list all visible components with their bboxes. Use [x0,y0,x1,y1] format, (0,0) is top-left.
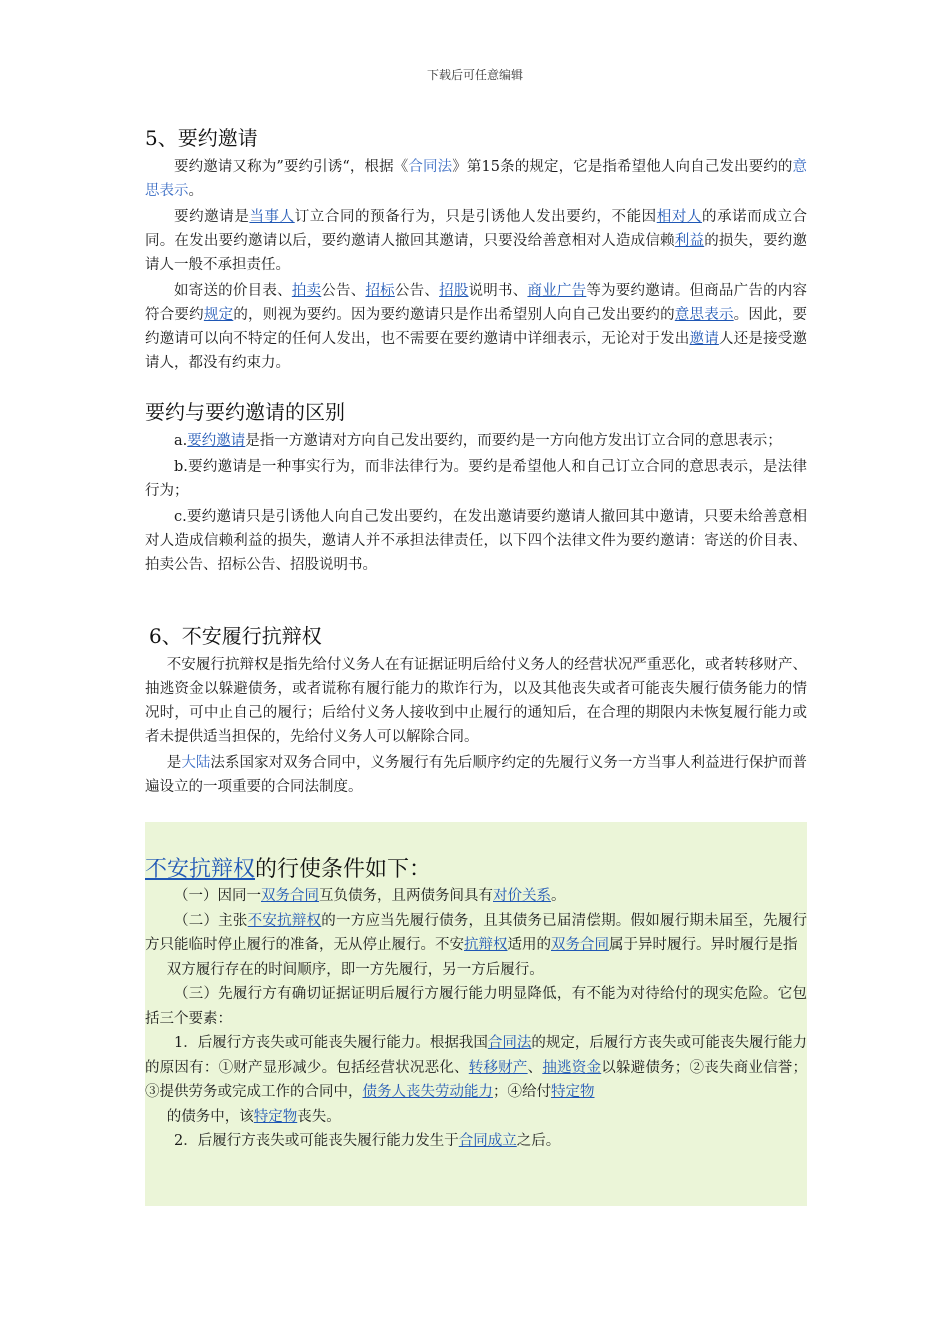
link-invitation[interactable]: 邀请 [689,331,719,347]
link-transfer-property[interactable]: 转移财产 [468,1059,528,1076]
link-counterparty[interactable]: 相对人 [656,209,703,225]
link-specific-item[interactable]: 特定物 [551,1084,595,1100]
link-debtor-incapacity[interactable]: 债务人丧失劳动能力 [362,1084,493,1100]
link-insecurity-defense[interactable]: 不安抗辩权 [247,912,322,929]
condition-1: （一）因同一双务合同互负债务，且两债务间具有对价关系。 [174,888,566,904]
paragraph: 不安履行抗辩权是指先给付义务人在有证据证明后给付义务人的经营状况严重恶化，或者转移财产、抽逃资金以躲避债务，或者谎称有履行能力的欺诈行为，以及其他丧失或者可能丧失履行债务能力的情况时，可中止自己的履行；后给付义务人接收到中止履行的通知后，在合理的期限内未恢复履行能力或者未提供适当担保的，先给付义务人可以解除合同。 [145,657,807,745]
link-regulation[interactable]: 规定 [203,307,234,323]
condition-2: （二）主张不安抗辩权的一方应当先履行债务，且其债务已届清偿期。假如履行期未届至，先履行方只能临时停止履行的准备，无从停止履行。不安抗辩权适用的双务合同属于异时履行。异时履行是指 [145,912,808,953]
link-contract-formation[interactable]: 合同成立 [458,1133,517,1149]
element-2: 2．后履行方丧失或可能丧失履行能力发生于合同成立之后。 [174,1133,561,1149]
page-header: 下载后可任意编辑 [426,68,523,82]
section-title: 5、要约邀请 [145,126,258,150]
link-continental[interactable]: 大陆 [181,755,211,771]
link-auction[interactable]: 拍卖 [291,283,322,299]
link-party[interactable]: 当事人 [249,209,295,225]
section-offer-invitation [145,122,807,375]
conditions-title: 不安抗辩权的行使条件如下： [145,857,432,882]
paragraph: 如寄送的价目表、拍卖公告、招标公告、招股说明书、商业广告等为要约邀请。但商品广告的内容符合要约规定的，则视为要约。因为要约邀请只是作出希望别人向自己发出要约的意思表示。因此，要约邀请可以向不特定的任何人发出，也不需要在要约邀请中详细表示，无论对于发出邀请人还是接受邀请人，都没有约束力。 [145,283,808,371]
link-intent-expression[interactable]: 意思表示 [145,159,808,199]
paragraph: 要约邀请是当事人订立合同的预备行为，只是引诱他人发出要约，不能因相对人的承诺而成立合同。在发出要约邀请以后，要约邀请人撤回其邀请，只要没给善意相对人造成信赖利益的损失，要约邀请人一般不承担责任。 [145,209,808,273]
link-insecurity-defense[interactable]: 不安抗辩权 [145,857,256,882]
link-contract-law[interactable]: 合同法 [408,159,453,175]
section-insecurity-defense [145,620,807,799]
paragraph: 是大陆法系国家对双务合同中，义务履行有先后顺序约定的先履行义务一方当事人利益进行保护而普遍设立的一项重要的合同法制度。 [145,755,808,795]
link-offer-invitation[interactable]: 要约邀请 [187,433,246,449]
link-share-offering[interactable]: 招股 [439,283,469,299]
link-bilateral-contract[interactable]: 双务合同 [261,888,319,904]
section-difference [145,396,807,577]
link-intent-expression[interactable]: 意思表示 [674,307,734,323]
link-tender[interactable]: 招标 [365,283,395,299]
condition-2-continued: 双方履行存在的时间顺序，即一方先履行，另一方后履行。 [166,961,544,978]
conditions-box [145,822,807,1206]
link-consideration[interactable]: 对价关系 [493,888,551,904]
link-contract-law[interactable]: 合同法 [487,1035,532,1051]
link-interest[interactable]: 利益 [674,233,705,249]
link-defense-right[interactable]: 抗辩权 [464,937,508,953]
link-specific-item[interactable]: 特定物 [253,1108,298,1125]
section-title: 要约与要约邀请的区别 [145,400,345,424]
paragraph: b.要约邀请是一种事实行为，而非法律行为。要约是希望他人和自己订立合同的意思表示，是法律行为； [145,459,807,499]
link-bilateral-contract[interactable]: 双务合同 [551,937,609,953]
link-withdraw-funds[interactable]: 抽逃资金 [542,1059,602,1076]
paragraph: c.要约邀请只是引诱他人向自己发出要约，在发出邀请要约邀请人撤回其中邀请，只要未给善意相对人造成信赖利益的损失，邀请人并不承担法律责任，以下四个法律文件为要约邀请：寄送的价目表、拍卖公告、招标公告、招股说明书。 [145,509,807,573]
paragraph: a.要约邀请是指一方邀请对方向自己发出要约，而要约是一方向他方发出订立合同的意思表示； [174,433,782,449]
element-1: 1．后履行方丧失或可能丧失履行能力。根据我国合同法的规定，后履行方丧失或可能丧失履行能力的原因有：①财产显形减少。包括经营状况恶化、转移财产、抽逃资金以躲避债务；②丧失商业信誉；③提供劳务或完成工作的合同中，债务人丧失劳动能力；④给付特定物 [145,1035,808,1100]
paragraph: 要约邀请又称为”要约引诱“，根据《合同法》第15条的规定，它是指希望他人向自己发出要约的意思表示。 [145,159,808,199]
element-1-continued: 的债务中，该特定物丧失。 [166,1108,341,1125]
condition-3: （三）先履行方有确切证据证明后履行方履行能力明显降低，有不能为对待给付的现实危险。它包括三个要素： [145,986,807,1027]
link-advertising[interactable]: 商业广告 [527,283,587,299]
section-title: 6、不安履行抗辩权 [149,624,322,648]
